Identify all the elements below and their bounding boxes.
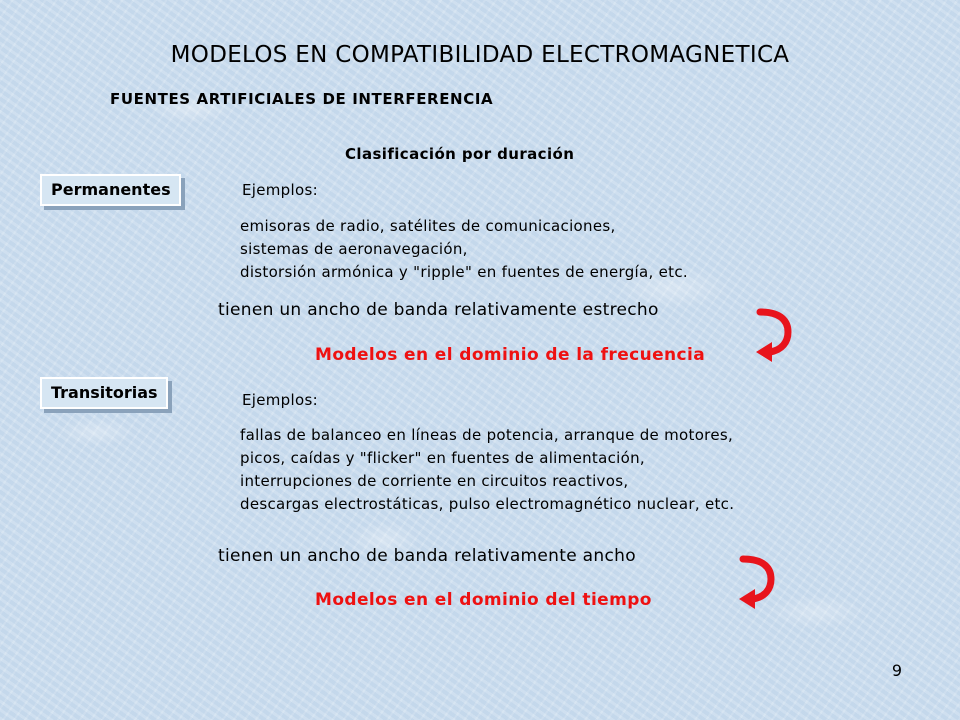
classification-heading: Clasificación por duración <box>345 145 575 163</box>
page-number: 9 <box>891 661 902 680</box>
curved-arrow-icon <box>752 306 800 362</box>
transitorias-model: Modelos en el dominio del tiempo <box>315 590 652 610</box>
transitorias-tag: Transitorias <box>40 377 168 409</box>
page-title: MODELOS EN COMPATIBILIDAD ELECTROMAGNETICA <box>170 42 790 68</box>
subtitle: FUENTES ARTIFICIALES DE INTERFERENCIA <box>110 90 494 108</box>
example-line: picos, caídas y "flicker" en fuentes de alimentación, <box>240 449 645 467</box>
example-line: sistemas de aeronavegación, <box>240 240 468 258</box>
transitorias-conclusion: tienen un ancho de banda relativamente ancho <box>218 546 636 566</box>
transitorias-examples <box>240 424 734 516</box>
permanentes-tag: Permanentes <box>40 174 181 206</box>
transitorias-examples-label: Ejemplos: <box>242 391 318 409</box>
permanentes-examples-label: Ejemplos: <box>242 181 318 199</box>
permanentes-model: Modelos en el dominio de la frecuencia <box>315 345 706 365</box>
permanentes-conclusion: tienen un ancho de banda relativamente estrecho <box>218 300 659 320</box>
example-line: distorsión armónica y "ripple" en fuentes de energía, etc. <box>240 263 688 281</box>
permanentes-examples <box>240 215 688 284</box>
curved-arrow-icon <box>735 553 783 609</box>
example-line: emisoras de radio, satélites de comunicaciones, <box>240 217 616 235</box>
example-line: interrupciones de corriente en circuitos reactivos, <box>240 472 629 490</box>
example-line: fallas de balanceo en líneas de potencia, arranque de motores, <box>240 426 734 444</box>
example-line: descargas electrostáticas, pulso electromagnético nuclear, etc. <box>240 495 735 513</box>
